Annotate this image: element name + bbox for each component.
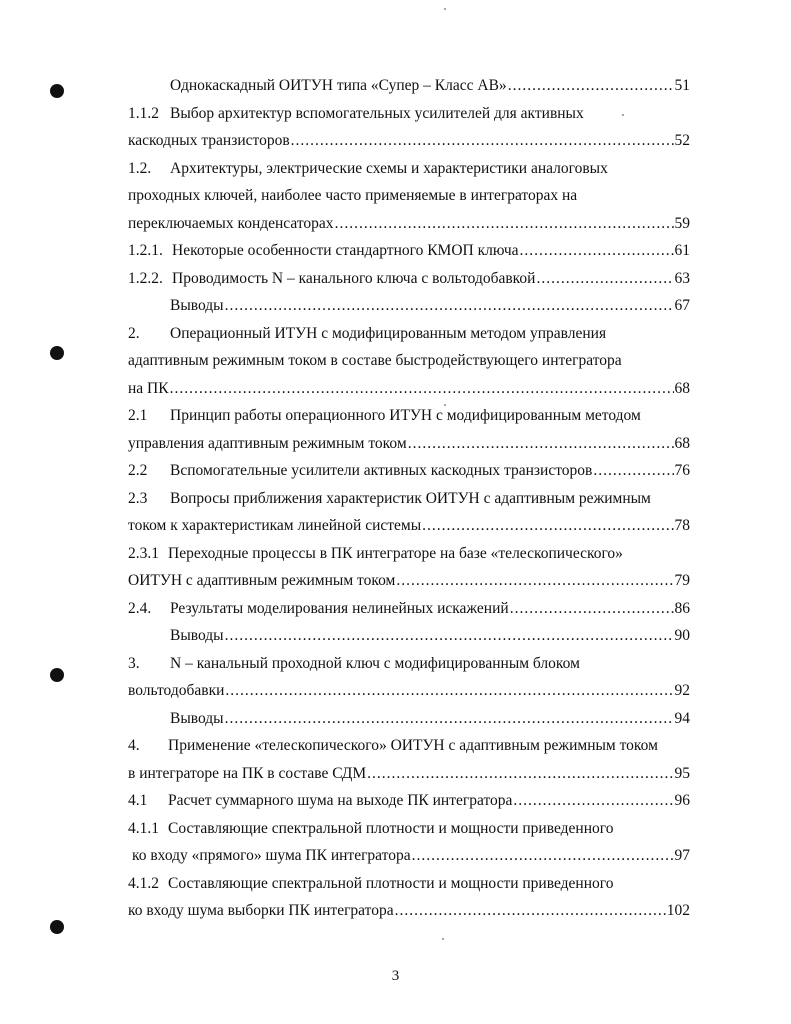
toc-page-number: 97 — [674, 847, 690, 864]
toc-text-line — [128, 870, 690, 898]
toc-section-title: Вспомогательные усилители активных каскодных транзисторов — [170, 462, 593, 479]
toc-leader-dots — [508, 72, 674, 100]
toc-entry[interactable] — [128, 897, 690, 925]
toc-entry[interactable] — [128, 265, 690, 293]
toc-entry[interactable] — [128, 375, 690, 403]
toc-section-title: Результаты моделирования нелинейных искажений — [170, 599, 509, 617]
toc-leader-dots — [536, 265, 673, 293]
toc-section-title: в интеграторе на ПК в составе СДМ — [128, 764, 367, 782]
toc-section-title: Применение «телескопического» ОИТУН с адаптивным режимным током — [168, 737, 658, 754]
toc-section-title: ко входу шума выборки ПК интегратора — [128, 902, 394, 919]
toc-leader-dots — [225, 622, 674, 650]
toc-page-number: 96 — [674, 792, 690, 809]
toc-section-title: проходных ключей, наиболее часто применяемые в интеграторах на — [128, 187, 578, 204]
toc-page-number: 67 — [674, 297, 690, 314]
toc-leader-dots — [225, 292, 674, 320]
toc-leader-dots — [396, 567, 673, 595]
toc-entry[interactable] — [128, 677, 690, 705]
toc-section-title: адаптивным режимным током в составе быстродействующего интегратора — [128, 352, 622, 369]
toc-leader-dots — [422, 512, 673, 540]
toc-text-line — [128, 485, 690, 513]
toc-section-title: Выводы — [170, 627, 224, 644]
toc-page-number: 59 — [674, 214, 690, 232]
toc-section-number: 4.1.1 — [128, 819, 159, 837]
toc-text-line — [128, 732, 690, 760]
toc-entry[interactable] — [128, 622, 690, 650]
toc-section-title: Операционный ИТУН с модифицированным методом управления — [170, 324, 607, 342]
toc-page-number: 78 — [674, 517, 690, 534]
toc-section-title: Переходные процессы в ПК интеграторе на базе «телескопического» — [168, 544, 623, 562]
toc-section-title: Некоторые особенности стандартного КМОП ключа — [172, 242, 519, 259]
toc-leader-dots — [225, 677, 673, 705]
toc-section-title: Выводы — [170, 709, 224, 727]
toc-page-number: 61 — [674, 242, 690, 259]
toc-leader-dots — [412, 842, 674, 870]
toc-page-number: 86 — [674, 599, 690, 617]
toc-section-number: 1.2. — [128, 159, 152, 177]
toc-page-number: 90 — [674, 627, 690, 644]
toc-section-title: на ПК — [128, 379, 169, 397]
toc-text-line — [128, 182, 690, 210]
toc-entry[interactable] — [128, 787, 690, 815]
toc-section-title: ОИТУН с адаптивным режимным током — [128, 572, 396, 589]
toc-leader-dots — [225, 705, 674, 733]
toc-leader-dots — [395, 897, 666, 925]
toc-section-title: Составляющие спектральной плотности и мощности приведенного — [168, 819, 614, 837]
toc-entry[interactable] — [128, 457, 690, 485]
toc-text-line — [128, 402, 690, 430]
toc-section-title: Выбор архитектур вспомогательных усилителей для активных — [170, 104, 584, 122]
toc-text-line — [128, 155, 690, 183]
toc-section-title: Расчет суммарного шума на выходе ПК интегратора — [168, 792, 513, 809]
toc-leader-dots — [593, 457, 673, 485]
toc-section-number: 4.1.2 — [128, 874, 159, 892]
toc-section-title: N – канальный проходной ключ с модифицированным блоком — [170, 654, 580, 672]
toc-section-number: 2.3.1 — [128, 544, 159, 562]
toc-page-number: 95 — [674, 764, 690, 782]
toc-entry[interactable] — [128, 842, 690, 870]
toc-entry[interactable] — [128, 595, 690, 623]
binder-hole-icon — [50, 346, 64, 360]
toc-text-line — [128, 320, 690, 348]
binder-hole-icon — [50, 668, 64, 682]
toc-section-title: Принцип работы операционного ИТУН с модифицированным методом — [170, 407, 641, 424]
toc-section-title: Архитектуры, электрические схемы и характеристики аналоговых — [170, 159, 608, 177]
toc-leader-dots — [510, 595, 674, 623]
scan-speck — [442, 938, 444, 940]
toc-text-line — [128, 100, 690, 128]
binder-hole-icon — [50, 84, 64, 98]
toc-leader-dots — [170, 375, 674, 403]
toc-section-title: ко входу «прямого» шума ПК интегратора — [132, 847, 411, 864]
toc-entry[interactable] — [128, 705, 690, 733]
toc-entry[interactable] — [128, 512, 690, 540]
toc-section-title: вольтодобавки — [128, 682, 225, 699]
toc-entry[interactable] — [128, 760, 690, 788]
toc-text-line — [128, 815, 690, 843]
binder-hole-icon — [50, 920, 64, 934]
toc-page-number: 92 — [674, 682, 690, 699]
toc-section-title: Однокаскадный ОИТУН типа «Супер – Класс АВ» — [170, 77, 507, 94]
toc-section-number: 1.1.2 — [128, 104, 159, 122]
toc-page-number: 52 — [674, 132, 690, 149]
toc-section-number: 2.1 — [128, 407, 148, 424]
toc-page-number: 51 — [674, 77, 690, 94]
toc-leader-dots — [335, 210, 674, 238]
toc-section-number: 4.1 — [128, 792, 148, 809]
toc-section-title: управления адаптивным режимным током — [128, 434, 407, 452]
toc-page-number: 68 — [674, 434, 690, 452]
toc-entry[interactable] — [128, 292, 690, 320]
toc-section-title: Выводы — [170, 297, 224, 314]
toc-section-number: 2.2 — [128, 462, 148, 479]
toc-section-number: 2.3 — [128, 489, 148, 507]
table-of-contents — [128, 72, 690, 925]
toc-entry[interactable] — [128, 430, 690, 458]
toc-section-number: 2. — [128, 324, 140, 342]
toc-section-title: Проводимость N – канального ключа с вольтодобавкой — [172, 269, 536, 287]
toc-section-number: 1.2.1. — [128, 242, 163, 259]
toc-leader-dots — [513, 787, 673, 815]
toc-leader-dots — [291, 127, 674, 155]
toc-page-number: 79 — [674, 572, 690, 589]
toc-section-title: Вопросы приближения характеристик ОИТУН с адаптивным режимным — [170, 489, 651, 507]
toc-leader-dots — [367, 760, 673, 788]
toc-entry[interactable] — [128, 127, 690, 155]
toc-entry[interactable] — [128, 210, 690, 238]
toc-leader-dots — [408, 430, 674, 458]
toc-text-line — [128, 650, 690, 678]
scan-speck — [444, 8, 446, 10]
toc-page-number: 68 — [674, 379, 690, 397]
toc-page-number: 63 — [674, 269, 690, 287]
toc-leader-dots — [520, 237, 674, 265]
toc-text-line — [128, 347, 690, 375]
toc-entry[interactable] — [128, 237, 690, 265]
toc-section-number: 4. — [128, 737, 140, 754]
toc-entry[interactable] — [128, 72, 690, 100]
toc-section-title: переключаемых конденсаторах — [128, 214, 334, 232]
toc-page-number: 102 — [666, 902, 690, 919]
toc-section-title: током к характеристикам линейной системы — [128, 517, 422, 534]
toc-page-number: 94 — [674, 709, 690, 727]
toc-section-title: Составляющие спектральной плотности и мощности приведенного — [168, 874, 614, 892]
toc-section-number: 2.4. — [128, 599, 152, 617]
toc-text-line — [128, 540, 690, 568]
toc-page-number: 76 — [674, 462, 690, 479]
toc-entry[interactable] — [128, 567, 690, 595]
toc-section-title: каскодных транзисторов — [128, 132, 290, 149]
toc-section-number: 1.2.2. — [128, 269, 163, 287]
page-number: 3 — [391, 968, 400, 984]
toc-section-number: 3. — [128, 654, 140, 672]
